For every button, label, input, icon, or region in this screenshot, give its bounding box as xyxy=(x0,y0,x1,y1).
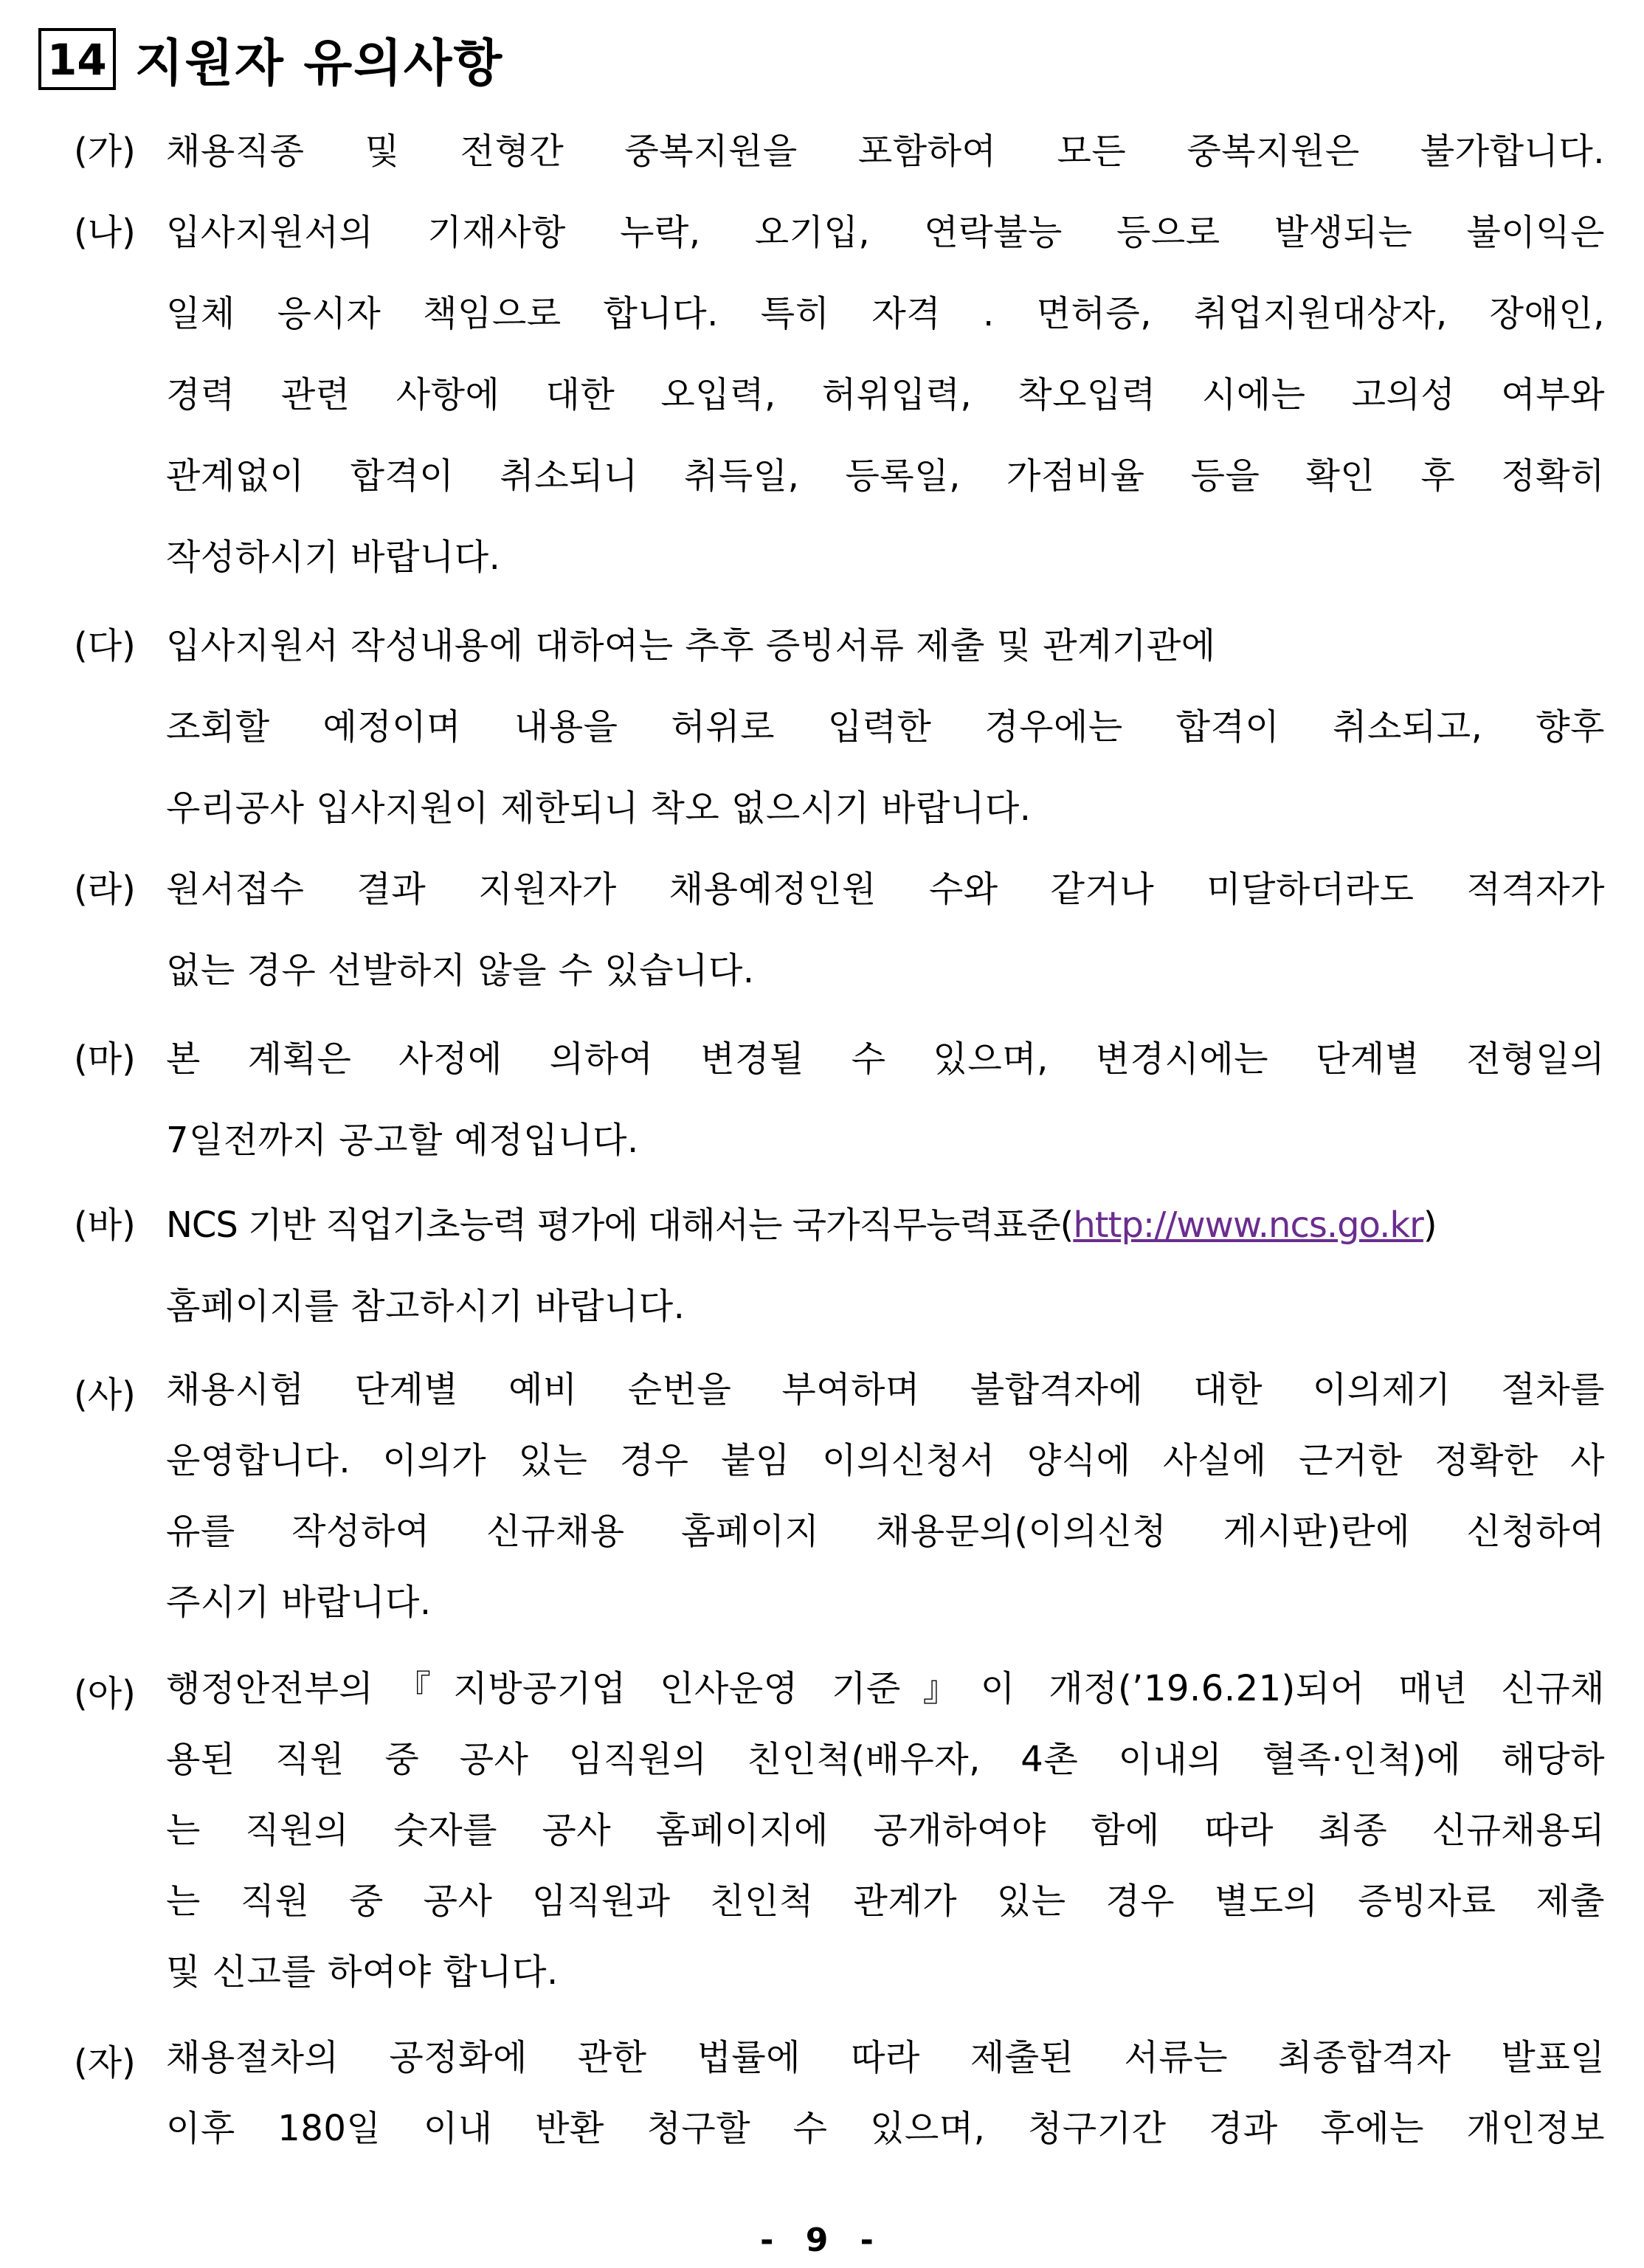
section-title: 지원자 유의사항 xyxy=(134,34,504,93)
page-number: - 9 - xyxy=(760,2222,884,2259)
section-number-box: 14 xyxy=(38,28,116,90)
item-line: 우리공사 입사지원이 제한되니 착오 없으시기 바랍니다. xyxy=(166,787,1032,829)
item-line xyxy=(166,1185,1605,1266)
item-line: 입사지원서의 기재사항 누락, 오기입, 연락불능 등으로 발생되는 불이익은 xyxy=(166,212,1605,253)
item-marker: (다) xyxy=(74,625,136,666)
item-marker: (라) xyxy=(74,869,136,910)
ncs-link[interactable]: http://www.ncs.go.kr xyxy=(1073,1204,1423,1246)
item-text: ) xyxy=(1423,1204,1437,1246)
item-line: 유를 작성하여 신규채용 홈페이지 채용문의(이의신청 게시판)란에 신청하여 xyxy=(166,1511,1605,1552)
item-marker: (사) xyxy=(74,1374,136,1416)
item-marker: (바) xyxy=(74,1204,136,1246)
item-line: 이후 180일 이내 반환 청구할 수 있으며, 청구기간 경과 후에는 개인정보 xyxy=(166,2108,1605,2149)
item-line: 작성하시기 바랍니다. xyxy=(166,537,501,578)
item-line: 홈페이지를 참고하시기 바랍니다. xyxy=(166,1286,685,1327)
item-line: 입사지원서 작성내용에 대하여는 추후 증빙서류 제출 및 관계기관에 xyxy=(166,625,1216,666)
item-line: 는 직원의 숫자를 공사 홈페이지에 공개하여야 함에 따라 최종 신규채용되 xyxy=(166,1810,1605,1851)
item-marker: (가) xyxy=(74,131,136,172)
section-header xyxy=(38,22,503,96)
item-line: 용된 직원 중 공사 임직원의 친인척(배우자, 4촌 이내의 혈족·인척)에 해당하 xyxy=(166,1739,1605,1780)
item-text: NCS 기반 직업기초능력 평가에 대해서는 국가직무능력표준( xyxy=(166,1204,1074,1246)
item-line: 채용절차의 공정화에 관한 법률에 따라 제출된 서류는 최종합격자 발표일 xyxy=(166,2037,1605,2078)
item-line: 7일전까지 공고할 예정입니다. xyxy=(166,1120,639,1161)
item-line: 및 신고를 하여야 합니다. xyxy=(166,1951,559,1993)
item-line: 운영합니다. 이의가 있는 경우 붙임 이의신청서 양식에 사실에 근거한 정확한 사 xyxy=(166,1440,1605,1481)
item-marker: (나) xyxy=(74,212,136,253)
item-line: 채용직종 및 전형간 중복지원을 포함하여 모든 중복지원은 불가합니다. xyxy=(166,131,1605,172)
item-line: 행정안전부의『지방공기업 인사운영 기준』이 개정(’19.6.21)되어 매년 신규채 xyxy=(166,1668,1605,1709)
item-line: 조회할 예정이며 내용을 허위로 입력한 경우에는 합격이 취소되고, 향후 xyxy=(166,706,1605,748)
item-line: 일체 응시자 책임으로 합니다. 특히 자격 . 면허증, 취업지원대상자, 장애인, xyxy=(166,293,1605,334)
item-line: 경력 관련 사항에 대한 오입력, 허위입력, 착오입력 시에는 고의성 여부와 xyxy=(166,374,1605,416)
item-line: 본 계획은 사정에 의하여 변경될 수 있으며, 변경시에는 단계별 전형일의 xyxy=(166,1038,1605,1080)
item-line: 원서접수 결과 지원자가 채용예정인원 수와 같거나 미달하더라도 적격자가 xyxy=(166,869,1605,910)
item-marker: (아) xyxy=(74,1673,136,1714)
item-line: 없는 경우 선발하지 않을 수 있습니다. xyxy=(166,950,755,991)
item-line: 는 직원 중 공사 임직원과 친인척 관계가 있는 경우 별도의 증빙자료 제출 xyxy=(166,1881,1605,1922)
item-line: 관계없이 합격이 취소되니 취득일, 등록일, 가점비율 등을 확인 후 정확히 xyxy=(166,455,1605,497)
item-marker: (마) xyxy=(74,1038,136,1080)
item-line: 주시기 바랍니다. xyxy=(166,1582,432,1623)
item-line: 채용시험 단계별 예비 순번을 부여하며 불합격자에 대한 이의제기 절차를 xyxy=(166,1369,1605,1410)
item-marker: (자) xyxy=(74,2042,136,2083)
